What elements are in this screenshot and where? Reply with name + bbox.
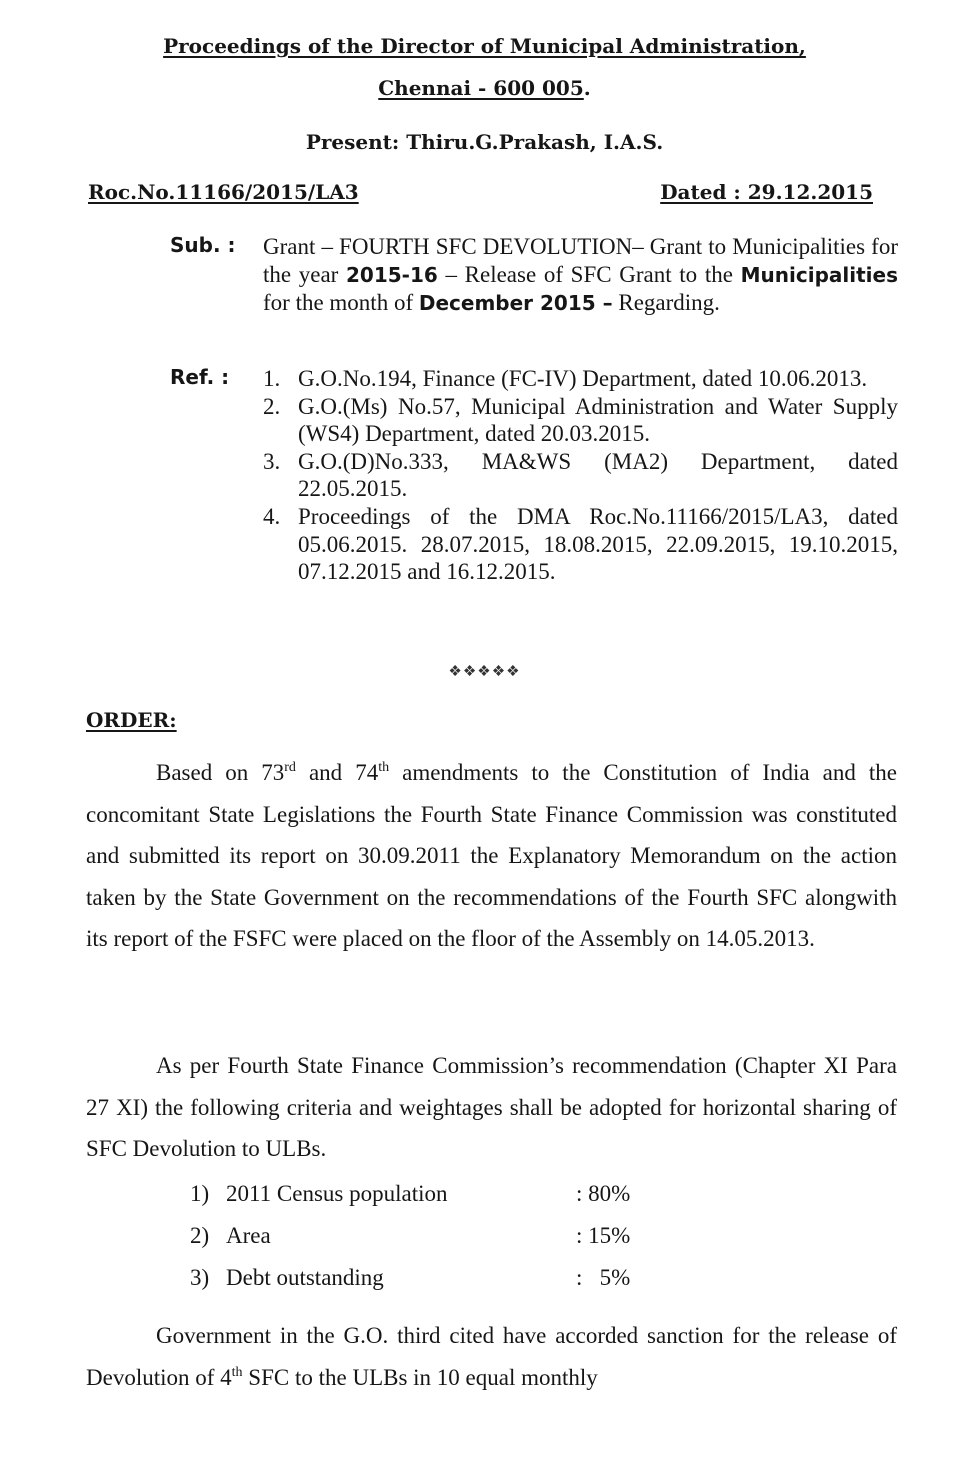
para1-text-c: amendments to the Constitution of India and the concomitant State Legislations the Fourth State Finance Commission was constituted and submitted its report on 30.09.2011 the Explanatory Memorandum on the action taken by the State Government on the recommendations of the Fourth SFC alongwith its report of the FSFC were placed on the floor of the Assembly on 14.05.2013. bbox=[86, 760, 897, 952]
reference-item bbox=[263, 448, 898, 503]
dated-line: Dated : 29.12.2015 bbox=[660, 180, 873, 204]
reference-number: 4. bbox=[263, 503, 281, 529]
para1-sup-rd: rd bbox=[284, 760, 296, 775]
reference-item bbox=[263, 365, 898, 393]
reference-text: G.O.No.194, Finance (FC-IV) Department, dated 10.06.2013. bbox=[298, 366, 868, 391]
reference-item bbox=[263, 503, 898, 586]
roc-number: Roc.No.11166/2015/LA3 bbox=[88, 180, 359, 204]
criteria-weightage: : 80% bbox=[576, 1181, 631, 1206]
reference-list bbox=[263, 365, 898, 586]
criteria-item bbox=[190, 1265, 670, 1307]
reference-number: 1. bbox=[263, 366, 281, 391]
criteria-weightage: : 15% bbox=[576, 1223, 631, 1248]
criteria-item bbox=[190, 1223, 670, 1265]
criteria-number: 3) bbox=[190, 1265, 210, 1290]
criteria-number: 1) bbox=[190, 1181, 210, 1206]
criteria-label: Debt outstanding bbox=[226, 1265, 384, 1290]
document-title-line-1 bbox=[0, 34, 969, 58]
subject-text-1: Grant – FOURTH SFC DEVOLUTION– Grant to Municipalities for the year bbox=[263, 234, 898, 287]
title-line-1-text: Proceedings of the Director of Municipal Administration, bbox=[163, 34, 806, 58]
subject-municipalities: Municipalities bbox=[740, 263, 898, 287]
order-paragraph-3 bbox=[86, 1315, 897, 1398]
subject-text-3: for the month of bbox=[263, 290, 419, 315]
title-line-2-text: Chennai - 600 005 bbox=[378, 76, 584, 100]
reference-text: G.O.(D)No.333, MA&WS (MA2) Department, dated 22.05.2015. bbox=[298, 448, 898, 502]
para1-text-a: Based on 73 bbox=[156, 760, 285, 785]
para1-text-b: and 74 bbox=[295, 760, 379, 785]
order-paragraph-2 bbox=[86, 1045, 897, 1170]
criteria-number: 2) bbox=[190, 1223, 210, 1248]
section-separator: ❖❖❖❖❖ bbox=[448, 662, 521, 680]
subject-text-2: – Release of SFC Grant to the bbox=[437, 262, 741, 287]
reference-number: 3. bbox=[263, 448, 281, 474]
subject-body bbox=[263, 233, 898, 317]
para3-text-a: Government in the G.O. third cited have accorded sanction for the release of Devolution of 4 bbox=[86, 1323, 897, 1390]
criteria-weightage: : 5% bbox=[576, 1265, 631, 1290]
document-title-line-2 bbox=[0, 76, 969, 100]
order-heading: ORDER: bbox=[86, 708, 177, 732]
subject-year: 2015-16 bbox=[346, 263, 438, 287]
criteria-item bbox=[190, 1181, 670, 1223]
para3-sup-th: th bbox=[231, 1364, 243, 1380]
reference-text: G.O.(Ms) No.57, Municipal Administration and Water Supply (WS4) Department, dated 20.03.2015. bbox=[298, 393, 898, 447]
title-line-2-suffix: . bbox=[583, 76, 591, 100]
para2-text: As per Fourth State Finance Commission’s recommendation (Chapter XI Para 27 XI) the following criteria and weightages shall be adopted for horizontal sharing of SFC Devolution to ULBs. bbox=[86, 1053, 897, 1162]
order-paragraph-1 bbox=[86, 752, 897, 960]
criteria-label: 2011 Census population bbox=[226, 1181, 448, 1206]
reference-text: Proceedings of the DMA Roc.No.11166/2015/LA3, dated 05.06.2015. 28.07.2015, 18.08.2015, 22.09.2015, 19.10.2015, 07.12.2015 and 16.12.2015. bbox=[298, 503, 898, 585]
para3-text-b: SFC to the ULBs in 10 equal monthly bbox=[242, 1364, 598, 1390]
para1-sup-th: th bbox=[378, 760, 390, 775]
reference-item bbox=[263, 393, 898, 448]
subject-month: December 2015 – bbox=[418, 291, 613, 315]
subject-text-4: Regarding. bbox=[612, 290, 720, 315]
reference-number: 2. bbox=[263, 393, 281, 419]
reference-label: Ref. : bbox=[170, 365, 230, 389]
subject-label: Sub. : bbox=[170, 233, 236, 257]
present-officer: Present: Thiru.G.Prakash, I.A.S. bbox=[305, 130, 664, 154]
criteria-label: Area bbox=[226, 1223, 271, 1248]
